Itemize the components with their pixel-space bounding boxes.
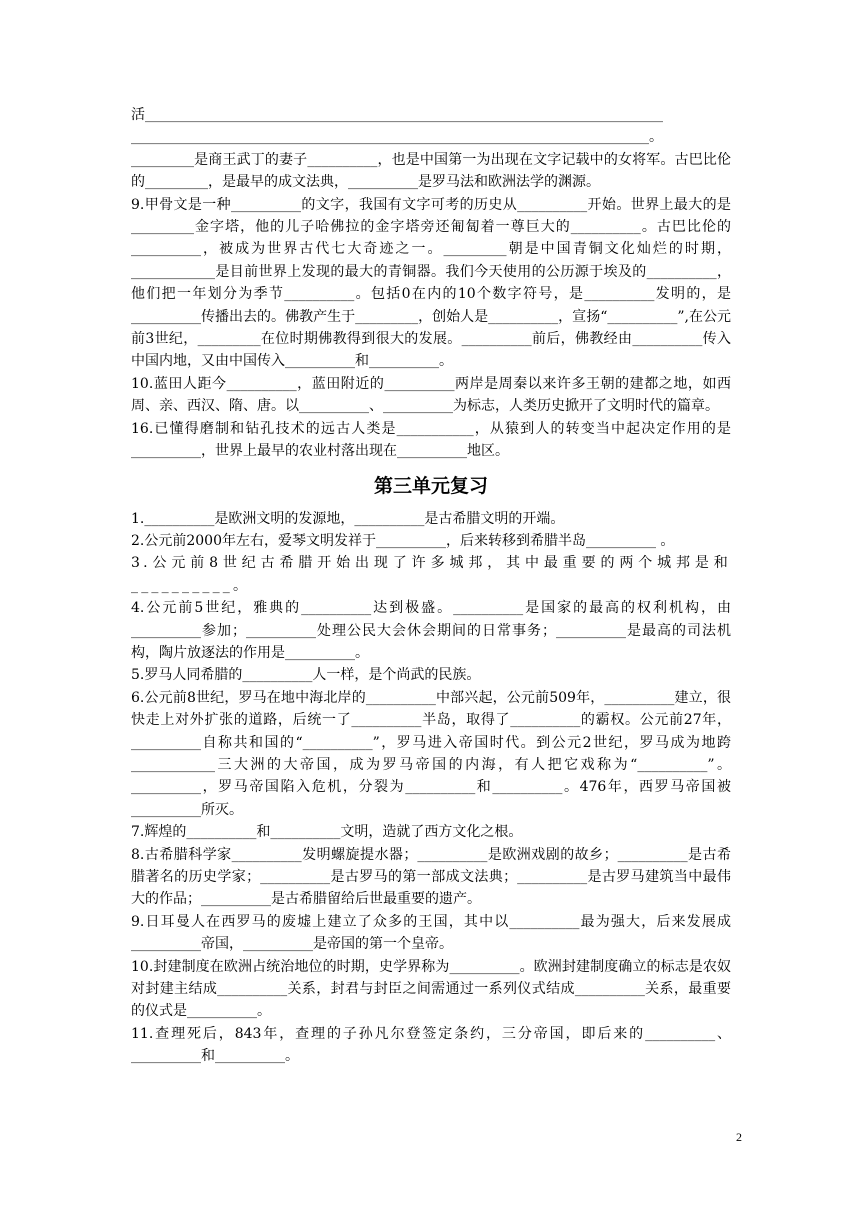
question-1: 1.__________是欧洲文明的发源地，__________是古希腊文明的开端。 — [131, 510, 565, 527]
question-10-lantian: 10.蓝田人距今__________，蓝田附近的__________两岸是周秦以来许多王朝的建都之地，如西周、亲、西汉、隋、唐。以__________、__________为标志，人类历史掀开了文明时代的篇章。 — [131, 375, 731, 415]
question-9-germanic: 9.日耳曼人在西罗马的废墟上建立了众多的王国，其中以__________最为强大，后来发展成__________帝国，__________是帝国的第一个皇帝。 — [131, 913, 731, 953]
question-5: 5.罗马人同希腊的__________人一样，是个尚武的民族。 — [131, 667, 481, 684]
question-6: 6.公元前8世纪，罗马在地中海北岸的__________中部兴起，公元前509年，__________建立，很快走上对外扩张的道路，后统一了__________半岛，取得了__________的霸权。公元前27年，__________自称共和国的“__________”，罗马进入帝国时代。到公元2世纪，罗马成为地跨____________三大洲的大帝国，成为罗马帝国的内海，有人把它戏称为“__________”。__________，罗马帝国陷入危机，分裂为__________和__________。476年，西罗马帝国被__________所灭。 — [131, 689, 731, 818]
question-16-early-humans: 16.已懂得磨制和钻孔技术的远古人类是___________，从猿到人的转变当中起决定作用的是__________，世界上最早的农业村落出现在__________地区。 — [131, 420, 731, 460]
question-8: 8.古希腊科学家__________发明螺旋提水器；__________是欧洲戏剧的故乡；__________是古希腊著名的历史学家；__________是古罗马的第一部成文法典；__________是古罗马建筑当中最伟大的作品；__________是古希腊留给后世最重要的遗产。 — [131, 846, 731, 908]
question-3: 3.公元前8世纪古希腊开始出现了许多城邦，其中最重要的两个城邦是和__________。 — [131, 555, 731, 594]
section-title: 第三单元复习 — [373, 474, 488, 497]
question-11-verdun: 11.查理死后，843年，查理的子孙凡尔登签定条约，三分帝国，即后来的__________、__________和__________。 — [131, 1025, 731, 1065]
question-9-oracle-bone: 9.甲骨文是一种__________的文字，我国有文字可考的历史从__________开始。世界上最大的是_________金字塔，他的儿子哈佛拉的金字塔旁还匍匐着一尊巨大的__________。古巴比伦的__________，被成为世界古代七大奇迹之一。_________朝是中国青铜文化灿烂的时期，____________是目前世界上发现的最大的青铜器。我们今天使用的公历源于埃及的__________，他们把一年划分为季节__________。包括0在内的10个数字符号，是__________发明的，是__________传播出去的。佛教产生于_________，创始人是__________，宣扬“__________”,在公元前3世纪，_________在位时期佛教得到很大的发展。__________前后，佛教经由__________传入中国内地，又由中国传入__________和__________。 — [131, 196, 731, 370]
question-2: 2.公元前2000年左右，爱琴文明发祥于__________，后来转移到希腊半岛__________ 。 — [131, 532, 675, 549]
question-4: 4.公元前5世纪，雅典的__________达到极盛。__________是国家的最高的权利机构，由__________参加；__________处理公民大会休会期间的日常事务；__________是最高的司法机构，陶片放逐法的作用是__________。 — [131, 600, 731, 661]
page-content — [131, 104, 731, 1068]
page-number: 2 — [736, 1130, 742, 1144]
continuation-paragraph: _________是商王武丁的妻子__________，也是中国第一为出现在文字记载中的女将军。古巴比伦的_________，是最早的成文法典，__________是罗马法和欧洲法学的渊源。 — [131, 151, 731, 191]
continuation-line-2: __________________________________________________________________________。 — [131, 129, 663, 146]
question-10-feudalism: 10.封建制度在欧洲占统治地位的时期，史学界称为__________。欧洲封建制度确立的标志是农奴对封建主结成__________关系，封君与封臣之间需通过一系列仪式结成__________关系，最重要的仪式是__________。 — [131, 958, 731, 1020]
question-7: 7.辉煌的__________和__________文明，造就了西方文化之根。 — [131, 824, 523, 841]
continuation-line-1: 活__________________________________________________________________________ — [131, 107, 663, 123]
